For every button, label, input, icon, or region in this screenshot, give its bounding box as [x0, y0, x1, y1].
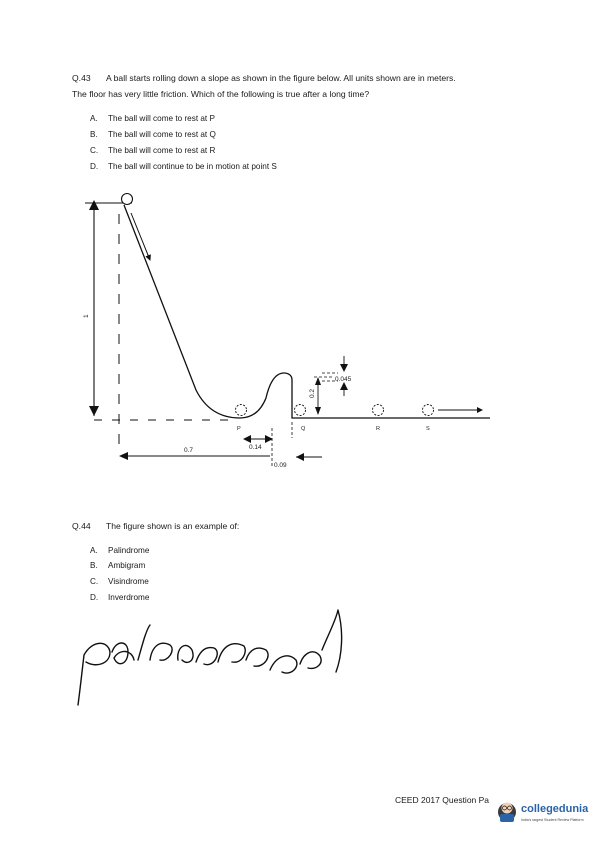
point-r: R	[376, 426, 381, 432]
option-text: The ball will come to rest at P	[108, 114, 215, 123]
option-text: Ambigram	[108, 561, 146, 570]
drop-label: 0.045	[335, 376, 352, 383]
option-text: The ball will come to rest at R	[108, 146, 216, 155]
option-letter: D.	[90, 162, 99, 171]
option-letter: D.	[90, 593, 99, 602]
horizontal-label: 0.7	[184, 447, 194, 454]
q43-line2: The floor has very little friction. Which of the following is true after a long time?	[72, 89, 370, 99]
bump-height-label: 0.2	[309, 388, 316, 398]
option-letter: B.	[90, 561, 98, 570]
point-s: S	[426, 426, 430, 432]
q43-line1: A ball starts rolling down a slope as shown in the figure below. All units shown are in meters.	[106, 73, 456, 83]
option-text: Palindrome	[108, 546, 150, 555]
option-letter: C.	[90, 146, 99, 155]
brand-name: collegedunia	[521, 803, 589, 815]
option-letter: A.	[90, 114, 98, 123]
brand-tagline: India's largest Student Review Platform	[521, 818, 584, 822]
q43-number: Q.43	[72, 73, 91, 83]
point-p: P	[237, 426, 241, 432]
option-letter: A.	[90, 546, 98, 555]
height-label: 1	[83, 314, 90, 318]
point-q: Q	[301, 426, 306, 432]
option-text: Visindrome	[108, 577, 149, 586]
option-letter: C.	[90, 577, 99, 586]
option-text: The ball will continue to be in motion at point S	[108, 162, 277, 171]
q44-number: Q.44	[72, 521, 91, 531]
gap-label: 0.14	[249, 444, 262, 451]
wall-label: 0.09	[274, 462, 287, 469]
q44-text: The figure shown is an example of:	[106, 521, 240, 531]
option-letter: B.	[90, 130, 98, 139]
option-text: Inverdrome	[108, 593, 150, 602]
option-text: The ball will come to rest at Q	[108, 130, 216, 139]
footer-text: CEED 2017 Question Pa	[395, 795, 490, 805]
